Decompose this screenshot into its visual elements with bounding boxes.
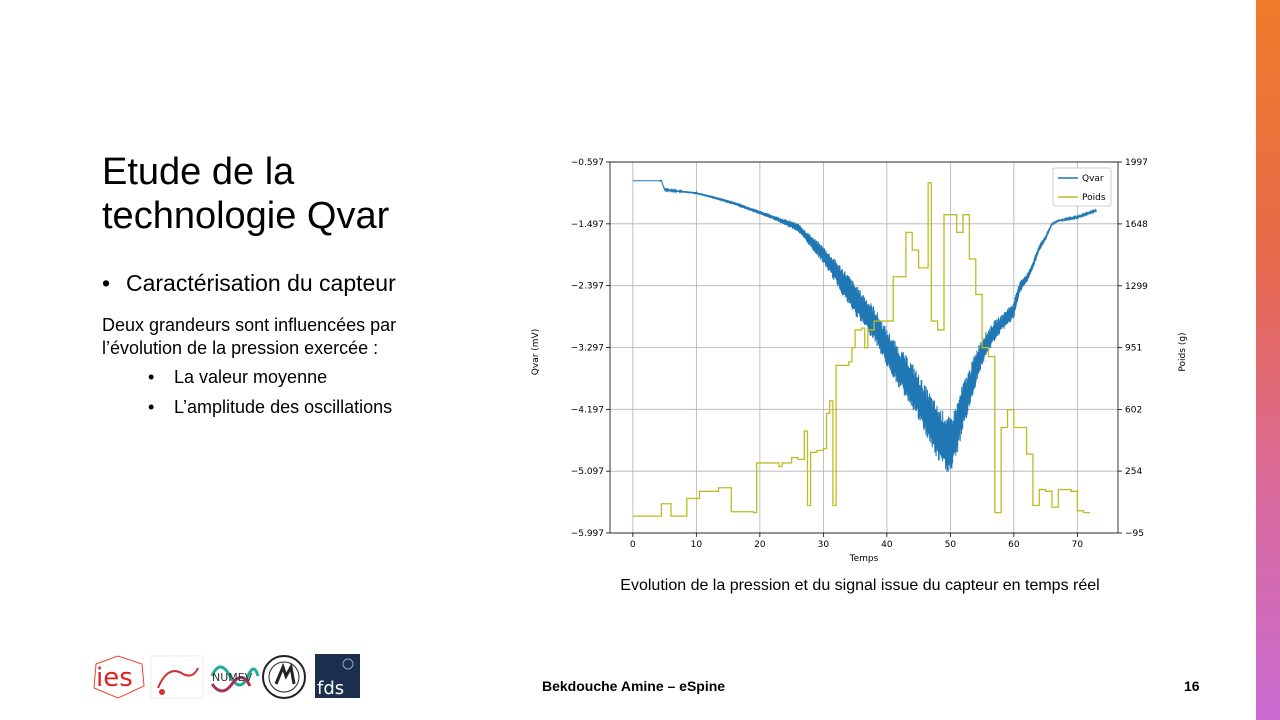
series-poids-line — [633, 183, 1090, 516]
numev-logo-text: NUMEV — [212, 671, 253, 684]
x-tick-label: 20 — [754, 540, 766, 550]
chart-caption: Evolution de la pression et du signal issue du capteur en temps réel — [620, 577, 1100, 594]
page-number: 16 — [1184, 678, 1200, 694]
y-right-tick-label: 254 — [1125, 467, 1143, 478]
y-right-tick-label: 951 — [1125, 343, 1143, 354]
x-tick-label: 60 — [1008, 540, 1020, 550]
x-tick-label: 10 — [690, 540, 703, 550]
sub-bullet-text: L’amplitude des oscillations — [174, 397, 393, 417]
numev-logo — [212, 667, 258, 691]
footer-author: Bekdouche Amine – eSpine — [542, 678, 726, 694]
x-tick-label: 70 — [1071, 540, 1084, 550]
bullet-dot: • — [148, 397, 155, 417]
main-bullet-text: Caractérisation du capteur — [126, 270, 396, 296]
x-tick-label: 50 — [944, 540, 957, 550]
sub-bullet-text: La valeur moyenne — [174, 367, 328, 387]
y-right-tick-label: 1299 — [1125, 281, 1148, 292]
ies-logo-text: ies — [96, 663, 133, 693]
ies-logo — [94, 656, 144, 698]
y-right-tick-label: 1648 — [1125, 219, 1148, 230]
y-right-tick-label: 602 — [1125, 405, 1143, 416]
chart-svg — [525, 150, 1188, 570]
y-left-tick-label: −2.397 — [570, 281, 604, 292]
accent-bar — [1256, 0, 1280, 720]
y-left-tick-label: −4.197 — [570, 405, 604, 416]
legend-label: Poids — [1082, 193, 1106, 203]
y-right-tick-label: 1997 — [1125, 158, 1148, 168]
y-right-tick-label: −95 — [1125, 529, 1144, 539]
x-tick-label: 40 — [881, 540, 893, 550]
eurobay-logo — [151, 656, 203, 698]
university-seal-logo — [263, 656, 305, 698]
legend-label: Qvar — [1082, 174, 1104, 184]
main-bullet — [102, 270, 396, 297]
fds-logo — [315, 654, 360, 699]
description-paragraph: Deux grandeurs sont influencées par l’évolution de la pression exercée : — [102, 315, 397, 358]
fds-logo-text: fds — [317, 678, 345, 699]
y-left-tick-label: −3.297 — [570, 343, 604, 354]
x-axis-label: Temps — [849, 554, 879, 564]
partner-logos — [88, 654, 368, 700]
y-left-tick-label: −1.497 — [570, 219, 604, 230]
y-left-tick-label: −5.997 — [570, 529, 604, 539]
y-axis-label-right: Poids (g) — [1178, 332, 1188, 372]
slide-title: Etude de la technologie Qvar — [102, 151, 390, 237]
y-left-tick-label: −5.097 — [570, 467, 604, 478]
sub-bullet-list — [148, 366, 392, 426]
y-axis-label-left: Qvar (mV) — [531, 328, 541, 376]
qvar-chart — [525, 150, 1188, 570]
sub-bullet-item — [148, 396, 392, 426]
bullet-dot: • — [102, 270, 111, 296]
x-tick-label: 0 — [629, 540, 636, 550]
sub-bullet-item — [148, 366, 392, 396]
bullet-dot: • — [148, 367, 155, 387]
x-tick-label: 30 — [817, 540, 830, 550]
y-left-tick-label: −0.597 — [570, 158, 604, 168]
